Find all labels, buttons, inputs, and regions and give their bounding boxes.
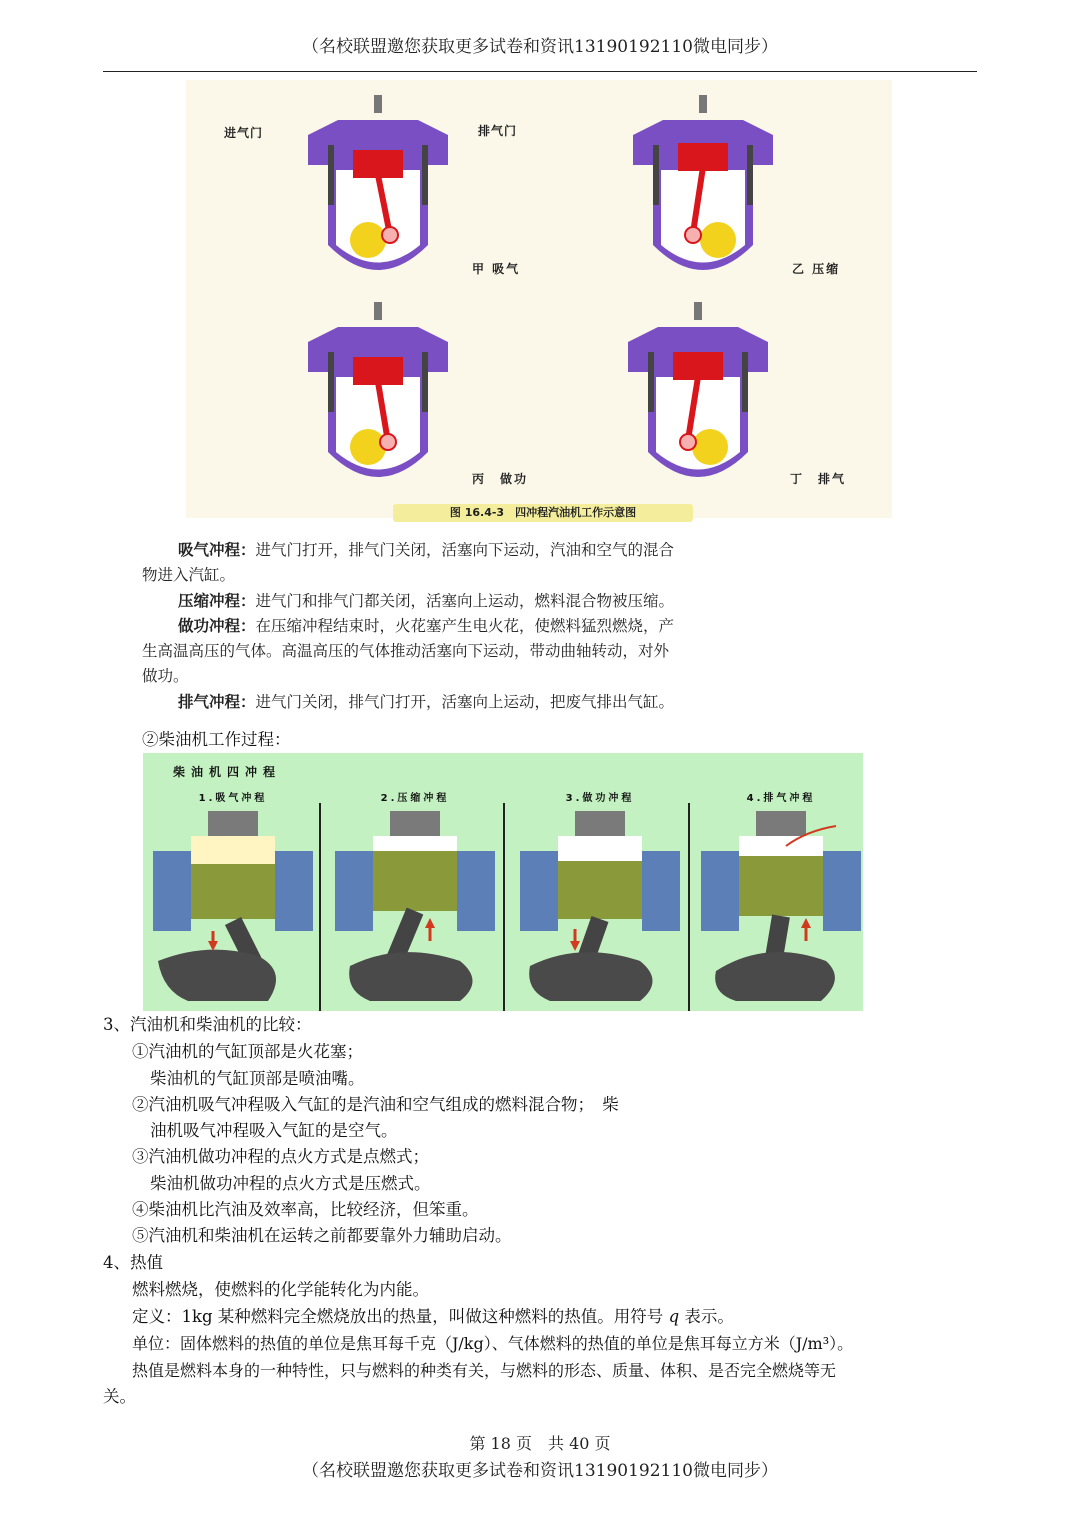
exhaust-stroke-line: 排气冲程：进气门关闭，排气门打开，活塞向上运动，把废气排出气缸。 bbox=[178, 693, 675, 711]
intake-stroke-line1: 吸气冲程：进气门打开，排气门关闭，活塞向下运动，汽油和空气的混合 bbox=[178, 541, 675, 559]
intake-valve-label: 进气门 bbox=[224, 126, 264, 140]
figure1-caption-4: 丁 排气 bbox=[790, 472, 847, 486]
diesel-engine-figure bbox=[143, 753, 863, 1011]
engine-compression-diagram bbox=[623, 95, 783, 285]
symbol-q: q bbox=[668, 1307, 680, 1326]
page-number: 第 18 页 共 40 页 bbox=[469, 1434, 611, 1453]
comparison-item: 柴油机的气缸顶部是喷油嘴。 bbox=[150, 1069, 365, 1088]
diesel-compression-diagram bbox=[330, 811, 500, 1011]
comparison-item: ⑤汽油机和柴油机在运转之前都要靠外力辅助启动。 bbox=[132, 1226, 512, 1245]
panel-divider bbox=[319, 803, 321, 1011]
diesel-panel-compression bbox=[330, 789, 500, 1011]
header-promo: （名校联盟邀您获取更多试卷和资讯13190192110微电同步） bbox=[302, 37, 778, 57]
power-stroke-line3: 做功。 bbox=[142, 667, 189, 685]
gasoline-engine-figure bbox=[186, 80, 892, 518]
figure1-caption-1: 甲 吸气 bbox=[472, 262, 521, 276]
diesel-exhaust-diagram bbox=[696, 811, 866, 1011]
comparison-item: ②汽油机吸气冲程吸入气缸的是汽油和空气组成的燃料混合物； 柴 bbox=[132, 1095, 619, 1114]
compression-stroke-line: 压缩冲程：进气门和排气门都关闭，活塞向上运动，燃料混合物被压缩。 bbox=[178, 592, 675, 610]
figure1-caption-2: 乙 压缩 bbox=[792, 262, 841, 276]
diesel-panel-label: 1.吸气冲程 bbox=[198, 793, 268, 804]
diesel-panel-intake bbox=[148, 789, 318, 1011]
comparison-item: 油机吸气冲程吸入气缸的是空气。 bbox=[150, 1121, 398, 1140]
power-stroke-line2: 生高温高压的气体。高温高压的气体推动活塞向下运动，带动曲轴转动，对外 bbox=[142, 642, 670, 660]
figure1-caption: 图 16.4-3 四冲程汽油机工作示意图 bbox=[449, 506, 637, 519]
heat-value-intro: 燃料燃烧，使燃料的化学能转化为内能。 bbox=[132, 1280, 429, 1299]
diesel-panel-power bbox=[515, 789, 685, 1011]
power-stroke-line1: 做功冲程：在压缩冲程结束时，火花塞产生电火花，使燃料猛烈燃烧，产 bbox=[178, 617, 675, 635]
diesel-panel-label: 4.排气冲程 bbox=[746, 793, 816, 804]
intake-stroke-line2: 物进入汽缸。 bbox=[142, 566, 236, 584]
comparison-item: ①汽油机的气缸顶部是火花塞； bbox=[132, 1042, 363, 1061]
heat-value-property-line1: 热值是燃料本身的一种特性，只与燃料的种类有关，与燃料的形态、质量、体积、是否完全燃烧等无 bbox=[132, 1361, 837, 1380]
diesel-intake-diagram bbox=[148, 811, 318, 1011]
exhaust-valve-label: 排气门 bbox=[478, 124, 518, 138]
panel-divider bbox=[503, 803, 505, 1011]
engine-exhaust-diagram bbox=[618, 302, 778, 492]
figure2-title: 柴油机四冲程 bbox=[173, 765, 282, 779]
panel-divider bbox=[688, 803, 690, 1011]
section4-heading: 4、热值 bbox=[103, 1253, 163, 1272]
comparison-item: ④柴油机比汽油及效率高，比较经济，但笨重。 bbox=[132, 1200, 479, 1219]
diesel-heading: ②柴油机工作过程： bbox=[142, 730, 291, 749]
figure1-caption-3: 丙 做功 bbox=[472, 472, 529, 486]
diesel-panel-label: 2.压缩冲程 bbox=[380, 793, 450, 804]
section3-heading: 3、汽油机和柴油机的比较： bbox=[103, 1015, 312, 1034]
diesel-panel-exhaust bbox=[696, 789, 866, 1011]
heat-value-property-line2: 关。 bbox=[103, 1387, 136, 1406]
engine-power-diagram bbox=[298, 302, 458, 492]
engine-intake-diagram bbox=[298, 95, 458, 285]
header-rule bbox=[103, 71, 977, 72]
comparison-item: ③汽油机做功冲程的点火方式是点燃式； bbox=[132, 1147, 429, 1166]
footer-promo: （名校联盟邀您获取更多试卷和资讯13190192110微电同步） bbox=[302, 1461, 778, 1481]
heat-value-unit: 单位：固体燃料的热值的单位是焦耳每千克（J/kg）、气体燃料的热值的单位是焦耳每立方米（J/m³）。 bbox=[132, 1334, 854, 1353]
diesel-panel-label: 3.做功冲程 bbox=[565, 793, 635, 804]
diesel-power-diagram bbox=[515, 811, 685, 1011]
figure1-caption-bar bbox=[393, 504, 693, 522]
comparison-item: 柴油机做功冲程的点火方式是压燃式。 bbox=[150, 1174, 431, 1193]
heat-value-definition: 定义：1kg 某种燃料完全燃烧放出的热量，叫做这种燃料的热值。用符号 q 表示。 bbox=[132, 1307, 734, 1326]
